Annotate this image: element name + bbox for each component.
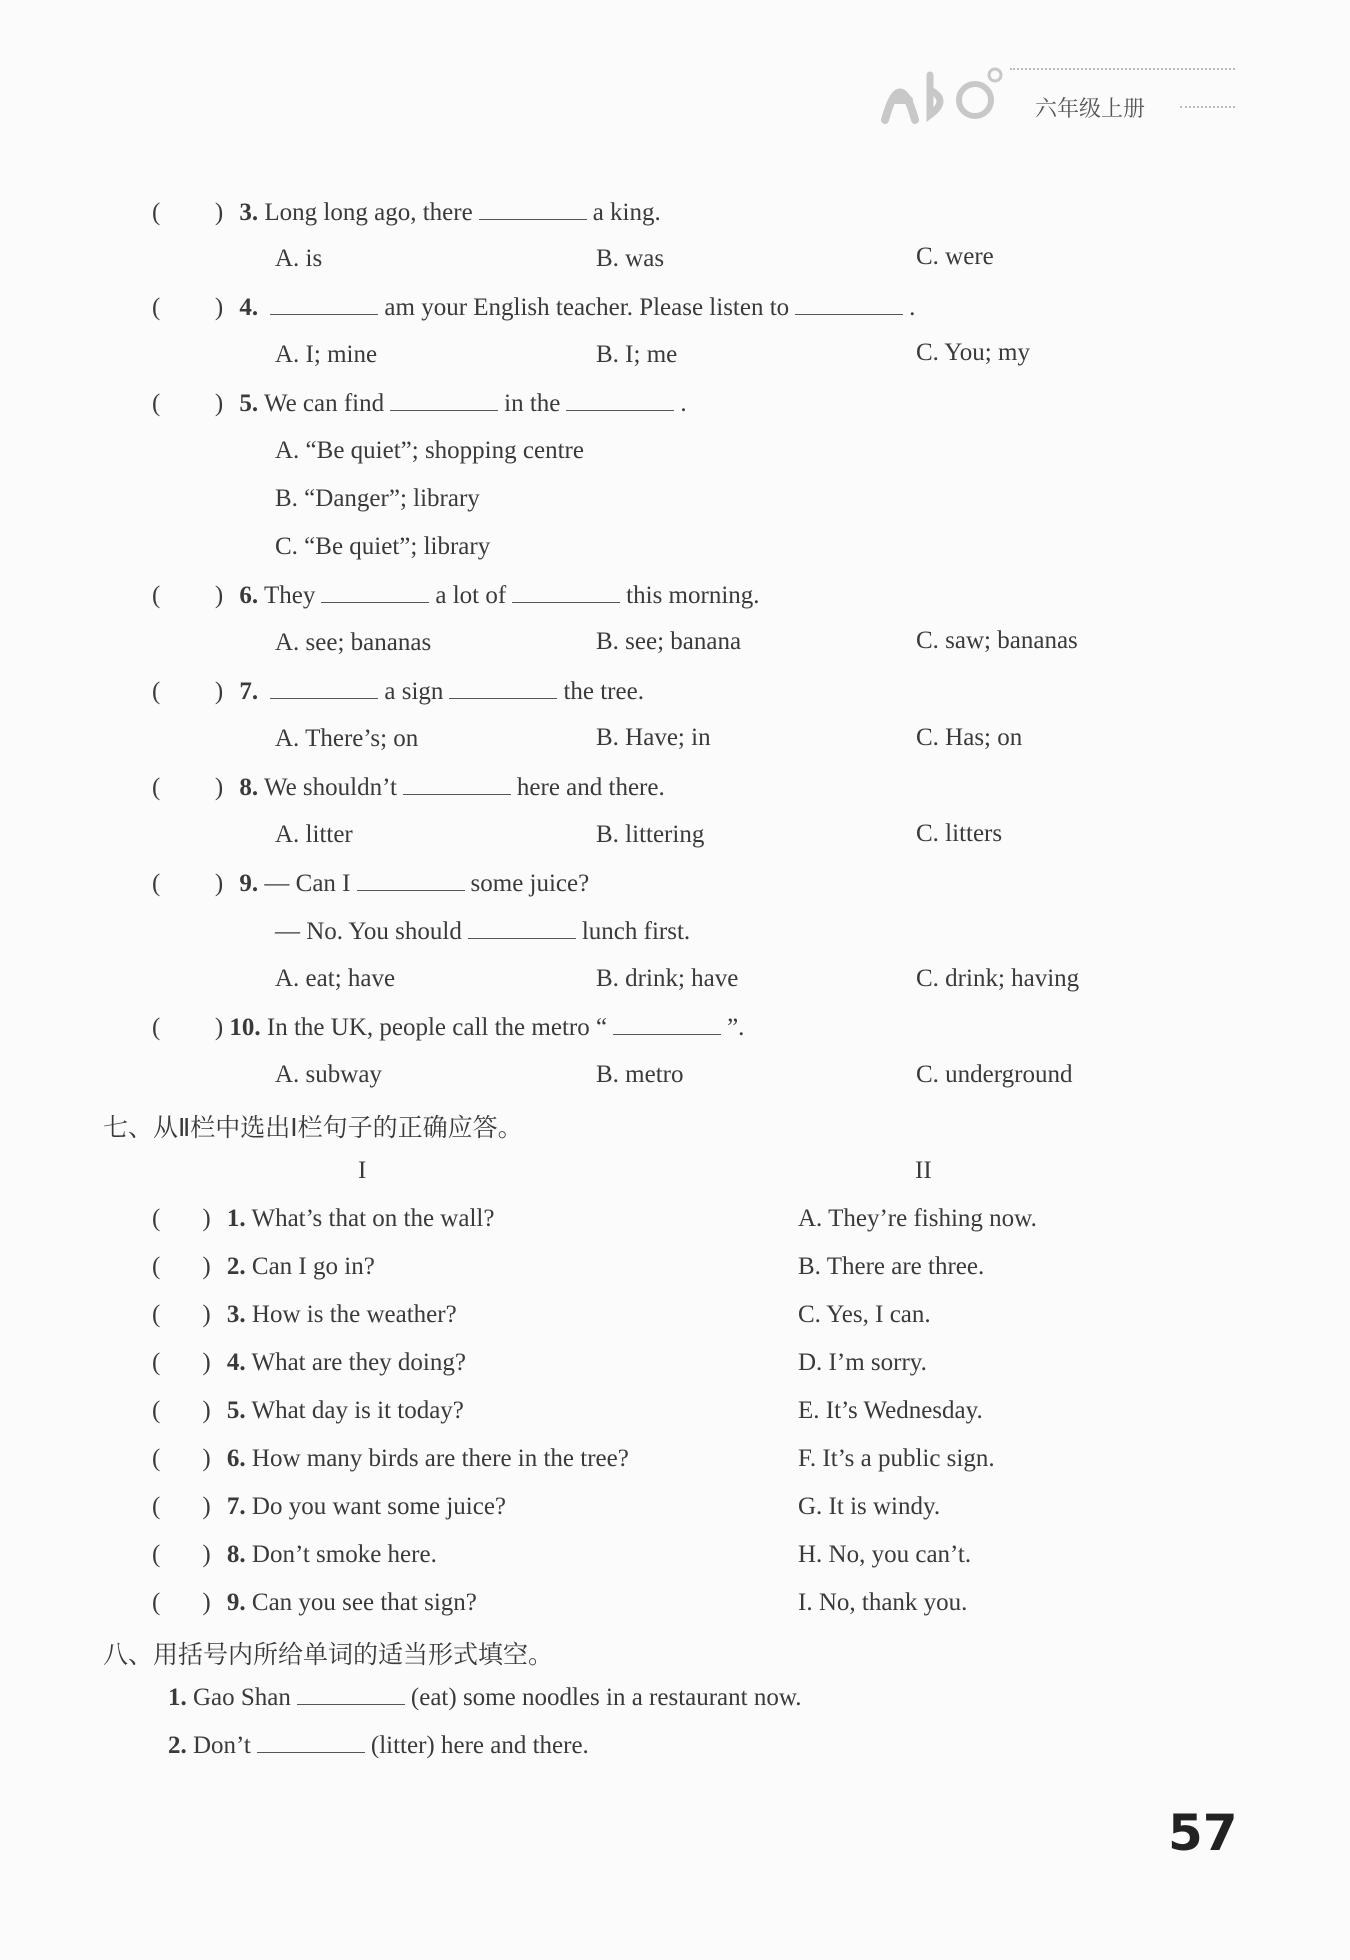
section-8-title: 八、用括号内所给单词的适当形式填空。 [103,1640,554,1669]
response-option-6: F. It’s a public sign. [798,1445,995,1472]
option-c: C. drink; having [916,965,1080,992]
stem-part: We can find [263,390,385,417]
paren-close: ) [214,199,224,226]
blank[interactable] [512,580,620,603]
blank[interactable] [257,1730,365,1753]
match-question-7 [152,1492,506,1522]
question-number: 1. [226,1205,246,1232]
paren-open: ( [152,1493,161,1520]
option-c: C. You; my [916,339,1030,366]
stem-part: — No. You should [275,918,462,945]
item-hint: (eat) [410,1684,457,1711]
stem-part: a lot of [435,582,507,609]
stem-part: We shouldn’t [263,774,397,801]
question-3 [152,197,661,228]
question-text: Can I go in? [251,1253,375,1280]
question-number: 5. [239,390,259,417]
blank[interactable] [795,292,903,315]
blank[interactable] [403,772,511,795]
stem-part: a sign [384,678,444,705]
stem-part: here and there. [516,774,665,801]
item-after: some noodles in a restaurant now. [462,1684,802,1711]
paren-open: ( [152,678,161,705]
blank[interactable] [321,580,429,603]
option-b: B. drink; have [596,965,739,992]
option-a: A. “Be quiet”; shopping centre [275,437,584,464]
question-8 [152,772,665,803]
paren-close: ) [214,1014,224,1041]
stem-part: — Can I [264,870,351,897]
paren-open: ( [152,1301,161,1328]
option-c: C. underground [916,1061,1073,1088]
column-1-header: I [358,1157,367,1184]
match-question-5 [152,1396,464,1426]
option-c: C. “Be quiet”; library [275,533,491,560]
option-b: B. “Danger”; library [275,485,480,512]
question-number: 4. [226,1349,246,1376]
logo-icon [875,60,1015,130]
paren-open: ( [152,1349,161,1376]
option-b: B. littering [596,821,705,848]
question-number: 8. [239,774,259,801]
paren-close: ) [202,1205,211,1232]
question-10 [152,1012,744,1043]
question-number: 6. [239,582,259,609]
paren-close: ) [214,582,224,609]
question-number: 7. [226,1493,246,1520]
question-9-line-2 [275,916,690,947]
match-question-8 [152,1540,437,1570]
paren-open: ( [152,774,161,801]
option-a: A. litter [275,821,353,848]
question-number: 10. [229,1014,261,1041]
blank[interactable] [390,388,498,411]
item-number: 2. [168,1732,187,1759]
item-after: here and there. [440,1732,589,1759]
item-before: Gao Shan [193,1684,291,1711]
option-a: A. is [275,245,323,272]
paren-close: ) [202,1301,211,1328]
stem-part: They [263,582,316,609]
paren-close: ) [214,774,224,801]
fill-item-1 [168,1682,802,1713]
paren-open: ( [152,1014,161,1041]
match-question-4 [152,1348,466,1378]
question-9 [152,868,589,899]
question-number: 9. [239,870,259,897]
option-b: B. metro [596,1061,684,1088]
blank[interactable] [270,292,378,315]
question-text: How many birds are there in the tree? [251,1445,629,1472]
header-dotted-line [1010,68,1235,70]
option-b: B. Have; in [596,724,711,751]
question-text: Don’t smoke here. [251,1541,437,1568]
question-text: What day is it today? [251,1397,464,1424]
stem-part: . [680,390,687,417]
response-option-9: I. No, thank you. [798,1589,968,1616]
header-bar [875,60,1240,130]
option-b: B. was [596,245,665,272]
blank[interactable] [270,676,378,699]
option-c: C. Has; on [916,724,1023,751]
stem-part: In the UK, people call the metro “ [266,1014,608,1041]
fill-item-2 [168,1730,589,1761]
paren-close: ) [202,1589,211,1616]
question-number: 8. [226,1541,246,1568]
option-a: A. see; bananas [275,629,432,656]
response-option-8: H. No, you can’t. [798,1541,972,1568]
question-number: 5. [226,1397,246,1424]
paren-open: ( [152,1253,161,1280]
response-option-5: E. It’s Wednesday. [798,1397,983,1424]
paren-open: ( [152,1445,161,1472]
blank[interactable] [479,197,587,220]
paren-open: ( [152,870,161,897]
paren-open: ( [152,390,161,417]
paren-open: ( [152,1541,161,1568]
question-text: Do you want some juice? [251,1493,507,1520]
option-c: C. litters [916,820,1003,847]
grade-label: 六年级上册 [1035,97,1146,122]
paren-close: ) [202,1253,211,1280]
stem-part: am your English teacher. Please listen to [384,294,790,321]
question-text: What are they doing? [251,1349,466,1376]
question-4 [152,292,915,323]
response-option-1: A. They’re fishing now. [798,1205,1037,1232]
match-question-3 [152,1300,457,1330]
stem-part: this morning. [626,582,760,609]
blank[interactable] [449,676,557,699]
option-a: A. There’s; on [275,725,419,752]
paren-close: ) [214,870,224,897]
paren-close: ) [202,1445,211,1472]
paren-open: ( [152,294,161,321]
question-number: 6. [226,1445,246,1472]
response-option-4: D. I’m sorry. [798,1349,927,1376]
stem-part: the tree. [563,678,644,705]
question-7 [152,676,644,707]
stem-part: Long long ago, there [264,199,473,226]
match-question-1 [152,1204,494,1234]
paren-close: ) [202,1349,211,1376]
paren-close: ) [214,678,224,705]
paren-open: ( [152,1397,161,1424]
paren-close: ) [202,1397,211,1424]
item-hint: (litter) [370,1732,435,1759]
match-question-6 [152,1444,629,1474]
blank[interactable] [468,916,576,939]
match-question-2 [152,1252,375,1282]
item-number: 1. [168,1684,187,1711]
question-number: 7. [239,678,259,705]
blank[interactable] [613,1012,721,1035]
blank[interactable] [566,388,674,411]
section-7-title: 七、从Ⅱ栏中选出Ⅰ栏句子的正确应答。 [103,1113,523,1142]
paren-close: ) [202,1493,211,1520]
question-5 [152,388,687,419]
question-text: How is the weather? [251,1301,457,1328]
stem-part: some juice? [470,870,590,897]
option-a: A. I; mine [275,341,378,368]
match-question-9 [152,1588,477,1618]
question-number: 3. [226,1301,246,1328]
paren-close: ) [214,390,224,417]
question-text: Can you see that sign? [251,1589,477,1616]
option-c: C. were [916,243,994,270]
question-6 [152,580,760,611]
question-number: 9. [226,1589,246,1616]
option-b: B. I; me [596,341,678,368]
stem-part: . [909,294,916,321]
blank[interactable] [357,868,465,891]
header-dotted-tail [1180,106,1235,108]
stem-part: a king. [592,199,661,226]
column-2-header: II [915,1157,932,1184]
blank[interactable] [297,1682,405,1705]
response-option-7: G. It is windy. [798,1493,941,1520]
paren-open: ( [152,199,161,226]
page-number: 57 [1168,1804,1238,1862]
stem-part: in the [504,390,561,417]
option-a: A. eat; have [275,965,396,992]
response-option-3: C. Yes, I can. [798,1301,931,1328]
paren-close: ) [214,294,224,321]
option-a: A. subway [275,1061,382,1088]
paren-open: ( [152,1205,161,1232]
item-before: Don’t [193,1732,251,1759]
paren-close: ) [202,1541,211,1568]
paren-open: ( [152,1589,161,1616]
question-number: 2. [226,1253,246,1280]
option-c: C. saw; bananas [916,627,1078,654]
question-number: 4. [239,294,259,321]
paren-open: ( [152,582,161,609]
question-number: 3. [239,199,259,226]
stem-part: lunch first. [581,918,691,945]
stem-part: ”. [727,1014,745,1041]
response-option-2: B. There are three. [798,1253,985,1280]
question-text: What’s that on the wall? [251,1205,495,1232]
option-b: B. see; banana [596,628,742,655]
